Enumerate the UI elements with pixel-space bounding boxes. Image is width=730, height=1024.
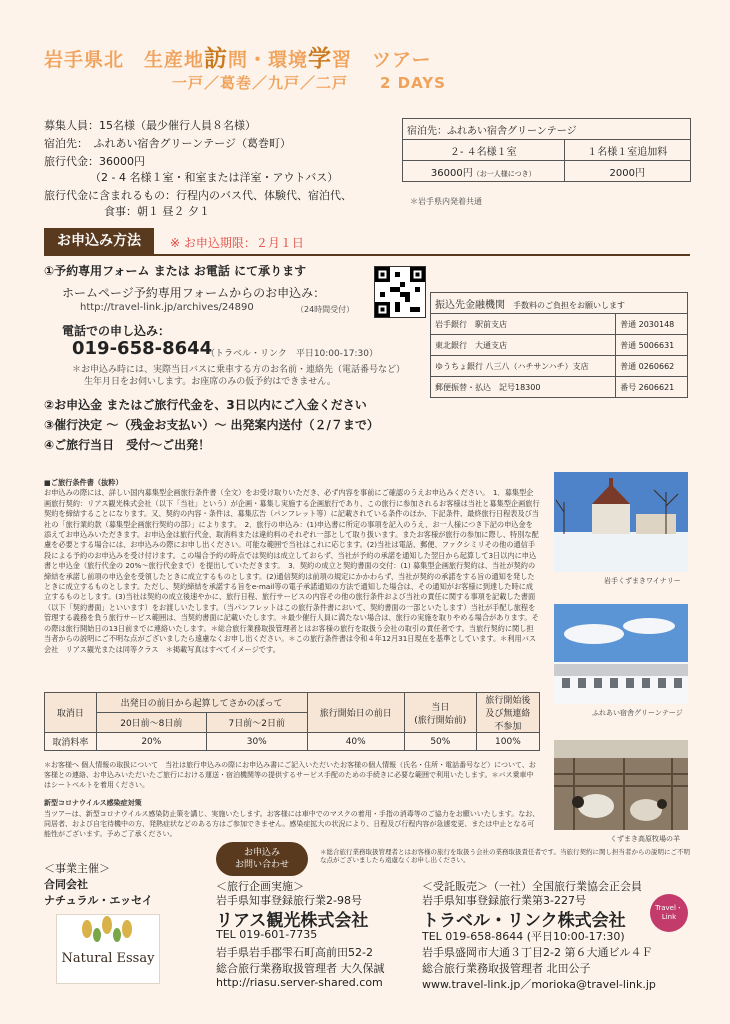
step-2: ②お申込金 またはご旅行代金を、3日以内にご入金ください — [44, 398, 367, 412]
fee-rate: 50% — [404, 733, 476, 751]
bank-account: 番号 2606621 — [616, 377, 688, 398]
title-highlight: 学 — [308, 46, 333, 72]
travel-link-logo: Travel・Link — [650, 894, 688, 932]
seller-tel[interactable]: TEL 019-658-8644 (平日10:00-17:30) — [422, 930, 625, 943]
tel-caution-1: ＊お申込み時には、実際当日バスに乗車する方のお名前・連絡先（電話番号など） — [72, 365, 406, 375]
bank-account: 普通 2030148 — [616, 314, 688, 335]
fee-rate: 40% — [307, 733, 404, 751]
bank-name: ゆうちょ銀行 八三八（ハチサンハチ）支店 — [431, 356, 616, 377]
contact-badge-line2: お問い合わせ — [234, 860, 289, 870]
how-to-apply-label: お申込み方法 — [44, 228, 154, 254]
bank-name: 岩手銀行 駅前支店 — [431, 314, 616, 335]
bank-name: 東北銀行 大通支店 — [431, 335, 616, 356]
bank-account: 普通 5006631 — [616, 335, 688, 356]
lodge-val1-note: （お一人様につき） — [472, 169, 536, 178]
lodge-price-table — [402, 118, 691, 182]
travel-conditions — [44, 478, 540, 655]
lodge-caption: ふれあい宿舎グリーンテージ — [592, 709, 683, 717]
price-note: （2 - 4 名様１室・和室または洋室・アウトバス） — [90, 171, 339, 184]
bank-name: 郵便振替・払込 記号18300 — [431, 377, 616, 398]
bank-title: 振込先金融機関 — [435, 299, 505, 311]
planner-name: リアス観光株式会社 — [216, 911, 369, 931]
lodge-val1-amount: 36000円 — [430, 167, 473, 179]
logo-text: Natural Essay — [61, 951, 155, 966]
winery-caption: 岩手くずまきワイナリー — [604, 577, 681, 585]
fee-row-label: 取消日 — [45, 693, 97, 733]
page-title — [44, 40, 431, 73]
sheep-photo — [554, 740, 688, 830]
manager-note: ＊総合旅行業務取扱管理者とはお客様の旅行を取扱う会社の業務取扱責任者です。当旅行契約に関し担当者からの説明にご不明な点がございましたら遠慮なくお申し出ください。 — [320, 848, 690, 864]
bank-table — [430, 292, 688, 398]
winery-photo — [554, 472, 688, 572]
seller-manager: 総合旅行業務取扱管理者 北田公子 — [422, 962, 591, 975]
bank-title-note: 手数料のご負担をお願いします — [513, 300, 625, 310]
privacy-notice: ＊お客様へ 個人情報の取扱について 当社は旅行申込みの際にお申込み書にご記入いただいたお客様の個人情報（氏名・住所・電話番号など）について、お客様との連絡、お申込みいただいたご旅行における運送・宿泊機関等の提供するサービス手配のための手続きに必要な範囲で利用いたします。＊バス乗車中はシートベルトを着用ください。 — [44, 761, 536, 789]
section-divider — [44, 254, 690, 256]
lodge-note: ＊岩手県内発着共通 — [410, 197, 482, 206]
title-highlight: 訪 — [204, 46, 229, 72]
fee-rate: 20% — [96, 733, 206, 751]
lodge-header: 宿泊先：ふれあい宿舎グリーンテージ — [403, 119, 691, 140]
price-info: 旅行代金：36000円 — [44, 155, 145, 168]
meals-info: 食事：朝１ 昼２ 夕１ — [104, 205, 210, 218]
web-form-label: ホームページ予約専用フォームからのお申込み： — [62, 286, 326, 300]
fee-col3: 旅行開始日の前日 — [307, 693, 404, 733]
lodge-val2: 2000円 — [564, 161, 690, 182]
tel-label: 電話での申し込み： — [62, 324, 171, 338]
tel-caution-2: 生年月日をお伺いします。お座席のみの仮予約はできません。 — [84, 377, 336, 387]
includes-info: 旅行代金に含まれるもの：行程内のバス代、体験代、宿泊代、 — [44, 189, 352, 202]
title-part: 岩手県北 生産地 — [44, 49, 205, 71]
organizer-name-2: ナチュラル・エッセイ — [44, 894, 153, 907]
step-3: ③催行決定 ～（残金お支払い）～ 出発案内送付（２/７まで） — [44, 418, 379, 432]
step-1: ①予約専用フォーム または お電話 にて承ります — [44, 264, 307, 278]
contact-badge — [216, 842, 308, 876]
lodging-info: 宿泊先： ふれあい宿舎グリーンテージ（葛巻町） — [44, 137, 292, 150]
organizer-label: ＜事業主催＞ — [44, 862, 110, 875]
fee-group-head: 出発日の前日から起算してさかのぼって — [96, 693, 307, 713]
deadline-text: ※ お申込期限：２月１日 — [170, 236, 304, 250]
planner-tel[interactable]: TEL 019-601-7735 — [216, 928, 318, 941]
step-4: ④ご旅行当日 受付～ご出発！ — [44, 438, 211, 452]
web-form-hours: （24時間受付） — [296, 305, 355, 314]
lodge-photo — [554, 604, 688, 704]
fee-rate: 100% — [476, 733, 539, 751]
page-subtitle: 一戸／葛巻／九戸／二戸 2 DAYS — [172, 74, 446, 92]
planner-address: 岩手県岩手郡雫石町高前田52-2 — [216, 946, 373, 959]
seller-address: 岩手県盛岡市大通３丁目2-2 第６大通ビル４Ｆ — [422, 946, 653, 959]
planner-manager: 総合旅行業務取扱管理者 大久保誠 — [216, 962, 385, 975]
cancellation-fee-table — [44, 692, 540, 751]
tel-number[interactable]: 019-658-8644 — [72, 338, 213, 359]
seller-web[interactable]: www.travel-link.jp／morioka@travel-link.jp — [422, 978, 656, 991]
planner-registration: 岩手県知事登録旅行業2-98号 — [216, 894, 362, 907]
covid-body: 当ツアーは、新型コロナウイルス感染防止策を講じ、実施いたします。お客様には車中でのマスクの着用・手指の消毒等のご協力をお願いいたします。なお、同居者、および自宅待機中の方、発熱症状などのある方はご参加できません。感染症拡大の状況により、日程及び行程内容が急遽変更、または中止となる可能性がございます。予めご了承ください。 — [44, 810, 540, 838]
sheep-caption: くずまき高原牧場の羊 — [610, 835, 680, 843]
seller-label: ＜受託販売＞（一社）全国旅行業協会正会員 — [422, 880, 642, 893]
conditions-heading: ■ご旅行条件書（抜粋） — [44, 478, 123, 487]
fee-rate-label: 取消料率 — [45, 733, 97, 751]
natural-essay-logo — [56, 914, 160, 984]
tel-hours: （トラベル・リンク 平日10:00-17:30） — [206, 349, 378, 359]
bank-header — [431, 293, 688, 314]
fee-col2: 7日前～2日前 — [206, 713, 307, 733]
fee-col1: 20日前～8日前 — [96, 713, 206, 733]
lodge-val1 — [403, 161, 565, 182]
seller-registration: 岩手県知事登録旅行業第3-227号 — [422, 894, 586, 907]
seller-name: トラベル・リンク株式会社 — [422, 911, 626, 931]
bank-account: 普通 0260662 — [616, 356, 688, 377]
qr-code-icon[interactable] — [374, 266, 426, 318]
recruit-info: 募集人員：15名様（最少催行人員８名様） — [44, 119, 256, 132]
planner-label: ＜旅行企画実施＞ — [216, 880, 304, 893]
contact-badge-line1: お申込み — [243, 848, 280, 858]
fee-rate: 30% — [206, 733, 307, 751]
organizer-name-1: 合同会社 — [44, 878, 88, 891]
covid-heading: 新型コロナウイルス感染症対策 — [44, 799, 142, 807]
lodge-col2: １名様１室追加料 — [564, 140, 690, 161]
fee-col5: 旅行開始後 及び無連絡 不参加 — [476, 693, 539, 733]
title-part: 習 ツアー — [332, 49, 432, 71]
web-form-url[interactable]: http://travel-link.jp/archives/24890 — [80, 302, 254, 313]
lodge-col1: ２- ４名様１室 — [403, 140, 565, 161]
title-part: 問・環境 — [228, 49, 309, 71]
conditions-body: お申込みの際には、詳しい国内募集型企画旅行条件書（全文）をお受け取りいただき、必ず内容を事前にご確認のうえお申込みください。 1．募集型企画旅行契約：リアス観光株式会社（以下「当社」という）が企画・募集し実施する企画旅行であり、この旅行に参加されるお客様は当社と募集型企画旅行契約を締結することになります。又、契約の内容・条件は、募集広告（パンフレット等）に記載されている条件のほか、下記条件、最終旅行日程表及び当社の「旅行業約款（募集型企画旅行契約の部）」によります。 2．旅行の申込み：(1)申込書に所定の事項を記入のうえ、お一人様につき下記の申込金を添えてお申込みいただきます。お申込金は旅行代金、取消料または違約料のそれぞれ一部として取り扱います。またお客様が旅行の参加に際し、特別な配慮を必要とする場合には、お申込みの際にお申し出ください。可能な範囲で当社はこれに応じます。(2)当社は電話、郵便、ファクシミリその他の通信手段による予約のお申込みを受け付けます。この場合予約の時点では契約は成立しておらず、当社が予約の承諾を通知した翌日から起算して3日以内に申込書と申込金（旅行代金の 20%～旅行代金まで）を提出していただきます。 3．契約の成立と契約書面の交付：(1) 募集型企画旅行契約は、当社が契約の締結を承諾し前項の申込金を受領したときに成立するものとします。(2)通信契約は前項の規定にかかわらず、当社が契約の承諾をする旨の通知を発したときに成立するものとします。ただし、契約締結を承諾する旨をe-mail等の電子承諾通知の方法で通知した場合は、その通知がお客様に到達した時に成立するものとします。(3)当社は契約の成立後速やかに、旅行日程、旅行サービスの内容その他の旅行条件および当社の責任に関する事項を記載した書面（以下「契約書面」といいます）をお渡しいたします。（当パンフレットはこの旅行条件書において、契約書面の一部といたします）当社が手配し旅程を管理する義務を負う旅行サービス範囲は、当契約書面に記載いたします。＊最少催行人員に満たない場合は、旅行の実施を取りやめる場合があります。その際は旅行開始日の13日前までに連絡いたします。＊総合旅行業務取扱管理者とはお客様の旅行を取扱う会社の取引の責任者です。当旅行契約に関し担当者からの説明にご不明な点がございましたら遠慮なくお申し出ください。＊この旅行条件書は令和４年12月31日現在を基準としています。＊利用バス会社 リアス観光または同等クラス ＊掲載写真はすべてイメージです。 — [44, 488, 540, 654]
planner-url[interactable]: http://riasu.server-shared.com — [216, 976, 383, 989]
fee-col4: 当日 (旅行開始前) — [404, 693, 476, 733]
